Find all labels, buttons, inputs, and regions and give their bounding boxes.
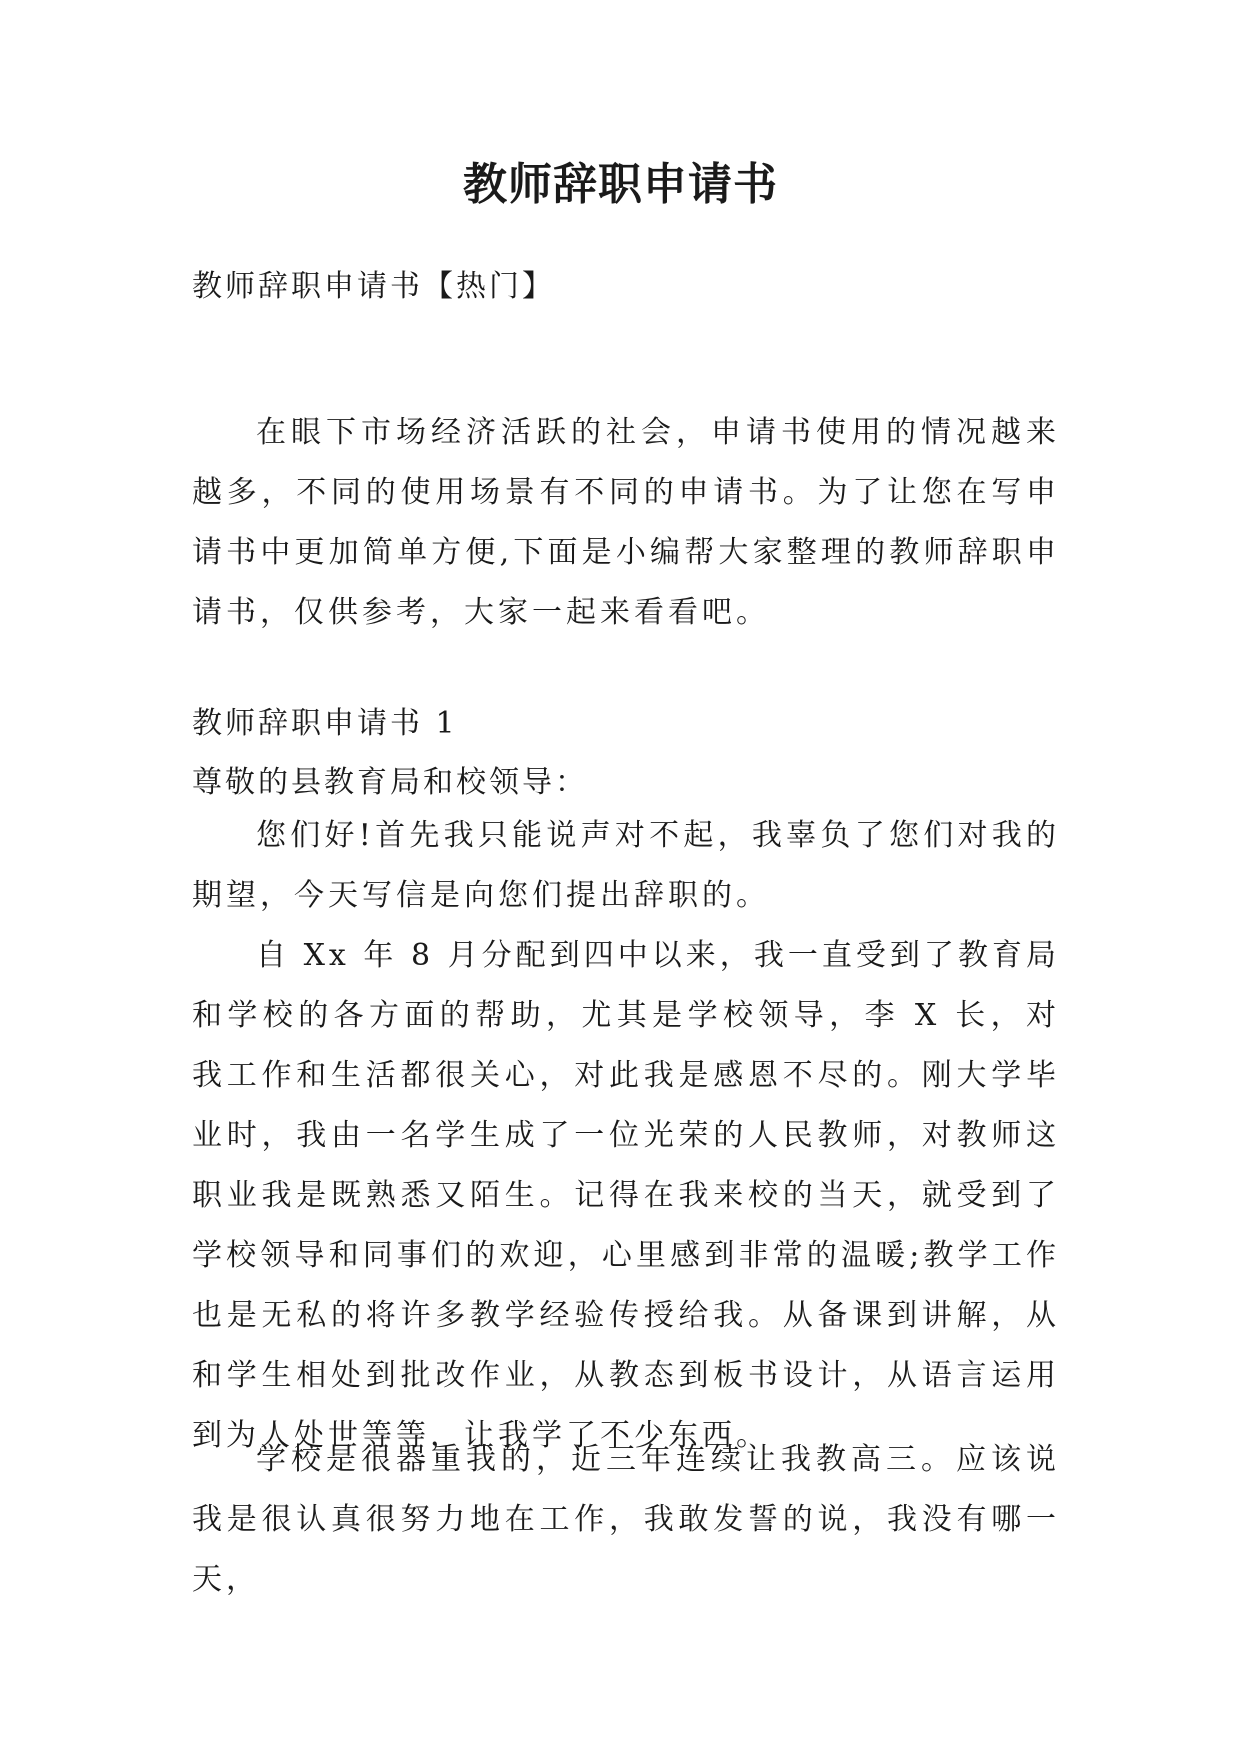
document-title: 教师辞职申请书 [463,159,778,210]
letter-paragraph: 您们好!首先我只能说声对不起，我辜负了您们对我的期望，今天写信是向您们提出辞职的。 [192,818,1060,913]
intro-paragraph: 在眼下市场经济活跃的社会，申请书使用的情况越来越多，不同的使用场景有不同的申请书。为了让您在写申请书中更加简单方便,下面是小编帮大家整理的教师辞职申请书，仅供参考，大家一起来看看吧。 [192,415,1060,630]
letter-paragraph: 学校是很器重我的，近三年连续让我教高三。应该说我是很认真很努力地在工作，我敢发誓的说，我没有哪一天， [192,1442,1060,1597]
section-heading: 教师辞职申请书 1 [192,706,458,741]
document-subtitle: 教师辞职申请书【热门】 [192,269,555,304]
letter-paragraph: 自 Xx 年 8 月分配到四中以来，我一直受到了教育局和学校的各方面的帮助，尤其是学校领导，李 X 长，对我工作和生活都很关心，对此我是感恩不尽的。刚大学毕业时，我由一名学生成了一位光荣的人民教师，对教师这职业我是既熟悉又陌生。记得在我来校的当天，就受到了学校领导和同事们的欢迎，心里感到非常的温暖;教学工作也是无私的将许多教学经验传授给我。从备课到讲解，从和学生相处到批改作业，从教态到板书设计，从语言运用到为人处世等等，让我学了不少东西。 [192,938,1060,1453]
letter-salutation: 尊敬的县教育局和校领导： [192,765,588,800]
